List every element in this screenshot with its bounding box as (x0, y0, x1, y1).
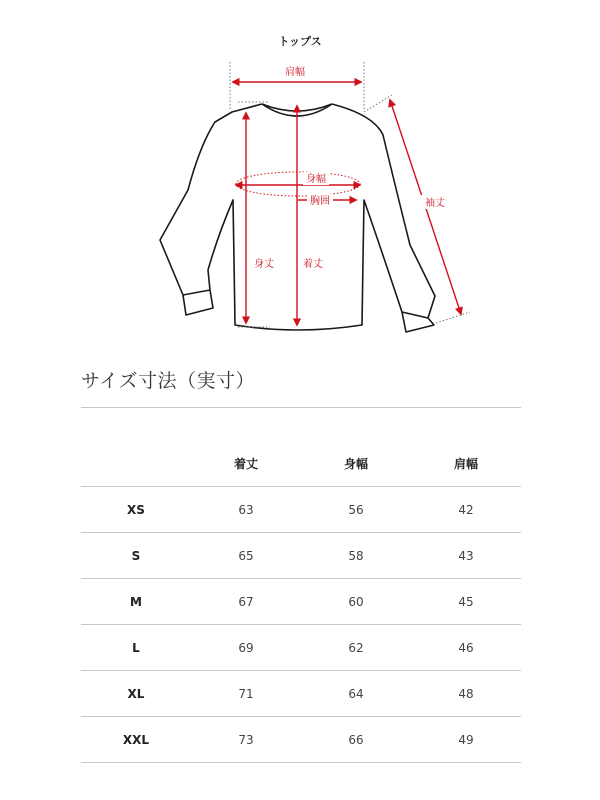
table-row (81, 671, 521, 717)
table-row (81, 717, 521, 763)
length-cell: 69 (191, 625, 301, 671)
width-cell: 66 (301, 717, 411, 763)
size-name: M (81, 579, 191, 625)
sleeve-length-label: 袖丈 (425, 198, 445, 209)
size-table (81, 440, 521, 763)
chest-label: 胸囲 (310, 196, 330, 207)
header-width: 身幅 (301, 440, 411, 487)
shoulder-cell: 46 (411, 625, 521, 671)
length-cell: 65 (191, 533, 301, 579)
length-cell: 67 (191, 579, 301, 625)
total-length-label: 着丈 (303, 259, 323, 270)
guide-lines (230, 62, 470, 327)
body-width-label: 身幅 (306, 174, 326, 185)
size-name: XL (81, 671, 191, 717)
shoulder-cell: 45 (411, 579, 521, 625)
shoulder-width-label: 肩幅 (285, 67, 305, 78)
length-cell: 73 (191, 717, 301, 763)
header-shoulder: 肩幅 (411, 440, 521, 487)
table-header-row (81, 440, 521, 487)
header-length: 着丈 (191, 440, 301, 487)
size-name: XXL (81, 717, 191, 763)
shoulder-cell: 43 (411, 533, 521, 579)
section-title: サイズ寸法（実寸） (81, 370, 255, 392)
table-row (81, 625, 521, 671)
width-cell: 58 (301, 533, 411, 579)
shoulder-cell: 49 (411, 717, 521, 763)
table-row (81, 487, 521, 533)
body-length-label: 身丈 (254, 259, 274, 270)
length-cell: 63 (191, 487, 301, 533)
shoulder-cell: 48 (411, 671, 521, 717)
size-name: L (81, 625, 191, 671)
length-cell: 71 (191, 671, 301, 717)
diagram-title: トップス (278, 35, 322, 48)
section-divider (81, 407, 521, 408)
width-cell: 64 (301, 671, 411, 717)
table-row (81, 533, 521, 579)
shoulder-cell: 42 (411, 487, 521, 533)
header-size (81, 440, 191, 487)
garment-diagram (0, 0, 600, 345)
width-cell: 62 (301, 625, 411, 671)
width-cell: 56 (301, 487, 411, 533)
size-name: S (81, 533, 191, 579)
table-row (81, 579, 521, 625)
size-name: XS (81, 487, 191, 533)
width-cell: 60 (301, 579, 411, 625)
